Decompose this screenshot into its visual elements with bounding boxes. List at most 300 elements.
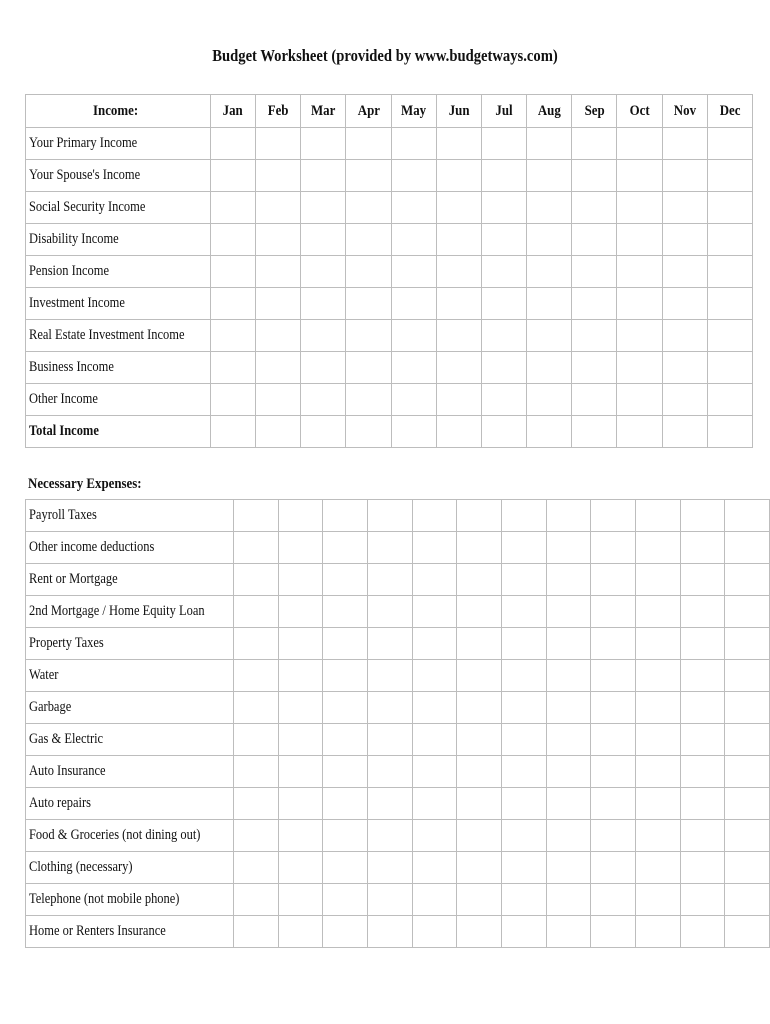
entry-cell-jul[interactable] — [502, 660, 547, 692]
entry-cell-dec[interactable] — [707, 352, 752, 384]
entry-cell-jul[interactable] — [502, 564, 547, 596]
entry-cell-may[interactable] — [412, 564, 457, 596]
entry-cell-nov[interactable] — [680, 628, 725, 660]
entry-cell-mar[interactable] — [301, 288, 346, 320]
entry-cell-may[interactable] — [412, 756, 457, 788]
entry-cell-jun[interactable] — [457, 820, 502, 852]
entry-cell-feb[interactable] — [255, 384, 300, 416]
entry-cell-nov[interactable] — [680, 564, 725, 596]
entry-cell-nov[interactable] — [680, 852, 725, 884]
entry-cell-may[interactable] — [391, 416, 436, 448]
entry-cell-nov[interactable] — [680, 724, 725, 756]
entry-cell-mar[interactable] — [323, 596, 368, 628]
entry-cell-jun[interactable] — [436, 416, 481, 448]
entry-cell-oct[interactable] — [617, 352, 662, 384]
entry-cell-aug[interactable] — [527, 416, 572, 448]
entry-cell-apr[interactable] — [368, 724, 413, 756]
entry-cell-may[interactable] — [412, 852, 457, 884]
entry-cell-oct[interactable] — [617, 192, 662, 224]
income-row-label: Your Spouse's Income — [26, 160, 211, 192]
entry-cell-jun[interactable] — [436, 160, 481, 192]
entry-cell-apr[interactable] — [368, 660, 413, 692]
entry-cell-jan[interactable] — [234, 596, 279, 628]
entry-cell-mar[interactable] — [323, 788, 368, 820]
entry-cell-nov[interactable] — [662, 160, 707, 192]
entry-cell-mar[interactable] — [301, 384, 346, 416]
entry-cell-jul[interactable] — [502, 916, 547, 948]
entry-cell-jan[interactable] — [234, 852, 279, 884]
entry-cell-feb[interactable] — [278, 884, 323, 916]
entry-cell-mar[interactable] — [323, 852, 368, 884]
entry-cell-jun[interactable] — [457, 788, 502, 820]
entry-cell-may[interactable] — [412, 660, 457, 692]
entry-cell-nov[interactable] — [662, 352, 707, 384]
entry-cell-nov[interactable] — [662, 288, 707, 320]
entry-cell-aug[interactable] — [527, 352, 572, 384]
entry-cell-jul[interactable] — [481, 288, 526, 320]
entry-cell-sep[interactable] — [591, 724, 636, 756]
entry-cell-apr[interactable] — [346, 352, 391, 384]
entry-cell-sep[interactable] — [591, 596, 636, 628]
entry-cell-dec[interactable] — [707, 160, 752, 192]
entry-cell-nov[interactable] — [680, 660, 725, 692]
entry-cell-dec[interactable] — [725, 916, 770, 948]
entry-cell-feb[interactable] — [278, 660, 323, 692]
entry-cell-apr[interactable] — [368, 852, 413, 884]
entry-cell-aug[interactable] — [527, 192, 572, 224]
entry-cell-sep[interactable] — [572, 384, 617, 416]
entry-cell-aug[interactable] — [527, 128, 572, 160]
entry-cell-nov[interactable] — [680, 596, 725, 628]
entry-cell-aug[interactable] — [546, 724, 591, 756]
entry-cell-oct[interactable] — [617, 288, 662, 320]
entry-cell-apr[interactable] — [368, 884, 413, 916]
entry-cell-apr[interactable] — [346, 288, 391, 320]
entry-cell-apr[interactable] — [368, 564, 413, 596]
entry-cell-nov[interactable] — [680, 756, 725, 788]
entry-cell-sep[interactable] — [572, 352, 617, 384]
entry-cell-mar[interactable] — [301, 416, 346, 448]
entry-cell-jun[interactable] — [457, 660, 502, 692]
entry-cell-jun[interactable] — [457, 916, 502, 948]
entry-cell-oct[interactable] — [635, 532, 680, 564]
entry-cell-dec[interactable] — [707, 192, 752, 224]
entry-cell-nov[interactable] — [662, 384, 707, 416]
entry-cell-jun[interactable] — [436, 352, 481, 384]
entry-cell-dec[interactable] — [725, 788, 770, 820]
entry-cell-may[interactable] — [412, 692, 457, 724]
entry-cell-oct[interactable] — [635, 692, 680, 724]
entry-cell-oct[interactable] — [635, 820, 680, 852]
entry-cell-dec[interactable] — [725, 628, 770, 660]
entry-cell-jul[interactable] — [481, 160, 526, 192]
entry-cell-mar[interactable] — [323, 564, 368, 596]
entry-cell-apr[interactable] — [346, 128, 391, 160]
entry-cell-jan[interactable] — [234, 500, 279, 532]
entry-cell-jan[interactable] — [210, 384, 255, 416]
entry-cell-jul[interactable] — [502, 500, 547, 532]
entry-cell-jun[interactable] — [436, 320, 481, 352]
entry-cell-aug[interactable] — [527, 224, 572, 256]
entry-cell-feb[interactable] — [278, 596, 323, 628]
entry-cell-feb[interactable] — [278, 628, 323, 660]
entry-cell-dec[interactable] — [725, 660, 770, 692]
entry-cell-jun[interactable] — [457, 724, 502, 756]
entry-cell-apr[interactable] — [346, 320, 391, 352]
entry-cell-jan[interactable] — [210, 128, 255, 160]
entry-cell-may[interactable] — [412, 916, 457, 948]
entry-cell-apr[interactable] — [368, 596, 413, 628]
entry-cell-feb[interactable] — [278, 532, 323, 564]
entry-cell-aug[interactable] — [546, 596, 591, 628]
entry-cell-dec[interactable] — [707, 128, 752, 160]
entry-cell-jan[interactable] — [210, 160, 255, 192]
entry-cell-jan[interactable] — [234, 756, 279, 788]
entry-cell-aug[interactable] — [546, 884, 591, 916]
entry-cell-oct[interactable] — [635, 628, 680, 660]
entry-cell-jun[interactable] — [457, 596, 502, 628]
entry-cell-jun[interactable] — [457, 756, 502, 788]
entry-cell-jan[interactable] — [234, 660, 279, 692]
entry-cell-mar[interactable] — [323, 500, 368, 532]
entry-cell-feb[interactable] — [255, 352, 300, 384]
entry-cell-sep[interactable] — [591, 788, 636, 820]
entry-cell-sep[interactable] — [591, 916, 636, 948]
entry-cell-apr[interactable] — [346, 192, 391, 224]
entry-cell-jan[interactable] — [210, 416, 255, 448]
entry-cell-sep[interactable] — [591, 884, 636, 916]
entry-cell-jun[interactable] — [436, 256, 481, 288]
entry-cell-feb[interactable] — [278, 820, 323, 852]
entry-cell-nov[interactable] — [662, 128, 707, 160]
entry-cell-oct[interactable] — [617, 224, 662, 256]
expense-row-label: Water — [26, 660, 234, 692]
entry-cell-sep[interactable] — [591, 756, 636, 788]
entry-cell-oct[interactable] — [617, 128, 662, 160]
entry-cell-aug[interactable] — [527, 320, 572, 352]
entry-cell-jan[interactable] — [234, 628, 279, 660]
entry-cell-jun[interactable] — [457, 500, 502, 532]
entry-cell-dec[interactable] — [725, 692, 770, 724]
entry-cell-may[interactable] — [391, 288, 436, 320]
entry-cell-oct[interactable] — [635, 596, 680, 628]
entry-cell-may[interactable] — [412, 628, 457, 660]
entry-cell-dec[interactable] — [725, 532, 770, 564]
entry-cell-oct[interactable] — [635, 756, 680, 788]
entry-cell-apr[interactable] — [368, 916, 413, 948]
entry-cell-aug[interactable] — [527, 160, 572, 192]
entry-cell-mar[interactable] — [323, 916, 368, 948]
entry-cell-oct[interactable] — [635, 500, 680, 532]
entry-cell-may[interactable] — [391, 192, 436, 224]
entry-cell-aug[interactable] — [546, 564, 591, 596]
entry-cell-jan[interactable] — [234, 916, 279, 948]
entry-cell-jul[interactable] — [502, 692, 547, 724]
entry-cell-mar[interactable] — [323, 628, 368, 660]
expenses-section-label: Necessary Expenses: — [28, 476, 142, 492]
entry-cell-aug[interactable] — [527, 288, 572, 320]
entry-cell-dec[interactable] — [725, 564, 770, 596]
entry-cell-mar[interactable] — [301, 224, 346, 256]
entry-cell-oct[interactable] — [617, 320, 662, 352]
entry-cell-jan[interactable] — [234, 724, 279, 756]
entry-cell-oct[interactable] — [617, 416, 662, 448]
entry-cell-aug[interactable] — [546, 820, 591, 852]
entry-cell-oct[interactable] — [617, 384, 662, 416]
entry-cell-mar[interactable] — [301, 256, 346, 288]
entry-cell-jun[interactable] — [457, 532, 502, 564]
entry-cell-mar[interactable] — [323, 756, 368, 788]
entry-cell-jan[interactable] — [210, 256, 255, 288]
expense-row — [26, 820, 770, 852]
entry-cell-jul[interactable] — [481, 352, 526, 384]
entry-cell-sep[interactable] — [572, 160, 617, 192]
expense-row-label: Food & Groceries (not dining out) — [26, 820, 234, 852]
entry-cell-nov[interactable] — [680, 500, 725, 532]
entry-cell-jul[interactable] — [481, 224, 526, 256]
entry-cell-oct[interactable] — [617, 160, 662, 192]
entry-cell-apr[interactable] — [368, 692, 413, 724]
income-table — [25, 94, 753, 448]
entry-cell-feb[interactable] — [278, 916, 323, 948]
entry-cell-may[interactable] — [412, 500, 457, 532]
entry-cell-dec[interactable] — [707, 416, 752, 448]
entry-cell-jul[interactable] — [502, 724, 547, 756]
entry-cell-jun[interactable] — [436, 192, 481, 224]
entry-cell-nov[interactable] — [662, 320, 707, 352]
entry-cell-sep[interactable] — [591, 852, 636, 884]
entry-cell-feb[interactable] — [278, 852, 323, 884]
entry-cell-jan[interactable] — [234, 692, 279, 724]
entry-cell-aug[interactable] — [546, 500, 591, 532]
entry-cell-jun[interactable] — [457, 692, 502, 724]
entry-cell-feb[interactable] — [278, 500, 323, 532]
entry-cell-oct[interactable] — [635, 724, 680, 756]
entry-cell-feb[interactable] — [255, 288, 300, 320]
entry-cell-feb[interactable] — [255, 320, 300, 352]
entry-cell-jul[interactable] — [502, 596, 547, 628]
entry-cell-apr[interactable] — [346, 160, 391, 192]
entry-cell-feb[interactable] — [255, 256, 300, 288]
income-row-label: Investment Income — [26, 288, 211, 320]
entry-cell-feb[interactable] — [278, 788, 323, 820]
entry-cell-apr[interactable] — [368, 628, 413, 660]
entry-cell-jul[interactable] — [481, 416, 526, 448]
expense-row-label: Auto repairs — [26, 788, 234, 820]
entry-cell-nov[interactable] — [662, 416, 707, 448]
entry-cell-sep[interactable] — [572, 192, 617, 224]
entry-cell-aug[interactable] — [546, 532, 591, 564]
entry-cell-jan[interactable] — [210, 352, 255, 384]
entry-cell-feb[interactable] — [278, 756, 323, 788]
entry-cell-sep[interactable] — [591, 564, 636, 596]
entry-cell-jan[interactable] — [210, 192, 255, 224]
entry-cell-may[interactable] — [412, 596, 457, 628]
entry-cell-apr[interactable] — [346, 416, 391, 448]
entry-cell-jun[interactable] — [457, 628, 502, 660]
entry-cell-sep[interactable] — [572, 416, 617, 448]
entry-cell-apr[interactable] — [368, 532, 413, 564]
entry-cell-jul[interactable] — [481, 320, 526, 352]
entry-cell-sep[interactable] — [572, 256, 617, 288]
entry-cell-dec[interactable] — [707, 224, 752, 256]
entry-cell-feb[interactable] — [255, 192, 300, 224]
entry-cell-may[interactable] — [391, 320, 436, 352]
entry-cell-jan[interactable] — [210, 288, 255, 320]
entry-cell-nov[interactable] — [680, 884, 725, 916]
entry-cell-mar[interactable] — [323, 820, 368, 852]
entry-cell-dec[interactable] — [725, 500, 770, 532]
entry-cell-jul[interactable] — [502, 884, 547, 916]
entry-cell-oct[interactable] — [635, 884, 680, 916]
entry-cell-oct[interactable] — [617, 256, 662, 288]
entry-cell-dec[interactable] — [707, 384, 752, 416]
entry-cell-apr[interactable] — [346, 256, 391, 288]
entry-cell-oct[interactable] — [635, 564, 680, 596]
entry-cell-dec[interactable] — [725, 820, 770, 852]
entry-cell-oct[interactable] — [635, 660, 680, 692]
entry-cell-jun[interactable] — [436, 384, 481, 416]
entry-cell-nov[interactable] — [662, 256, 707, 288]
entry-cell-jul[interactable] — [481, 256, 526, 288]
income-row-label: Your Primary Income — [26, 128, 211, 160]
entry-cell-jan[interactable] — [234, 820, 279, 852]
entry-cell-apr[interactable] — [368, 788, 413, 820]
entry-cell-oct[interactable] — [635, 916, 680, 948]
entry-cell-jul[interactable] — [481, 384, 526, 416]
entry-cell-jul[interactable] — [502, 852, 547, 884]
entry-cell-jun[interactable] — [457, 564, 502, 596]
entry-cell-nov[interactable] — [680, 820, 725, 852]
entry-cell-sep[interactable] — [591, 820, 636, 852]
entry-cell-apr[interactable] — [346, 224, 391, 256]
entry-cell-jul[interactable] — [502, 756, 547, 788]
entry-cell-jul[interactable] — [481, 192, 526, 224]
entry-cell-nov[interactable] — [680, 532, 725, 564]
entry-cell-jul[interactable] — [502, 532, 547, 564]
entry-cell-sep[interactable] — [572, 224, 617, 256]
entry-cell-oct[interactable] — [635, 852, 680, 884]
entry-cell-mar[interactable] — [301, 128, 346, 160]
entry-cell-jul[interactable] — [502, 820, 547, 852]
entry-cell-nov[interactable] — [662, 224, 707, 256]
entry-cell-sep[interactable] — [591, 500, 636, 532]
entry-cell-jul[interactable] — [502, 788, 547, 820]
entry-cell-oct[interactable] — [635, 788, 680, 820]
entry-cell-sep[interactable] — [572, 128, 617, 160]
entry-cell-may[interactable] — [391, 128, 436, 160]
entry-cell-may[interactable] — [391, 160, 436, 192]
entry-cell-may[interactable] — [412, 820, 457, 852]
entry-cell-aug[interactable] — [527, 256, 572, 288]
entry-cell-mar[interactable] — [301, 160, 346, 192]
entry-cell-aug[interactable] — [546, 852, 591, 884]
entry-cell-mar[interactable] — [301, 320, 346, 352]
entry-cell-aug[interactable] — [546, 788, 591, 820]
entry-cell-nov[interactable] — [680, 916, 725, 948]
entry-cell-jun[interactable] — [457, 884, 502, 916]
entry-cell-dec[interactable] — [725, 884, 770, 916]
entry-cell-feb[interactable] — [278, 692, 323, 724]
entry-cell-nov[interactable] — [662, 192, 707, 224]
entry-cell-jun[interactable] — [436, 224, 481, 256]
month-header-sep: Sep — [572, 95, 617, 128]
entry-cell-jan[interactable] — [210, 224, 255, 256]
entry-cell-dec[interactable] — [725, 756, 770, 788]
entry-cell-feb[interactable] — [278, 564, 323, 596]
entry-cell-sep[interactable] — [591, 692, 636, 724]
entry-cell-sep[interactable] — [572, 288, 617, 320]
entry-cell-aug[interactable] — [546, 756, 591, 788]
entry-cell-jan[interactable] — [234, 884, 279, 916]
entry-cell-aug[interactable] — [546, 660, 591, 692]
entry-cell-aug[interactable] — [546, 628, 591, 660]
entry-cell-jun[interactable] — [436, 128, 481, 160]
entry-cell-apr[interactable] — [368, 500, 413, 532]
entry-cell-nov[interactable] — [680, 692, 725, 724]
entry-cell-jul[interactable] — [481, 128, 526, 160]
entry-cell-mar[interactable] — [323, 884, 368, 916]
entry-cell-jan[interactable] — [234, 564, 279, 596]
entry-cell-may[interactable] — [412, 884, 457, 916]
entry-cell-apr[interactable] — [368, 756, 413, 788]
entry-cell-nov[interactable] — [680, 788, 725, 820]
entry-cell-mar[interactable] — [301, 352, 346, 384]
entry-cell-sep[interactable] — [591, 628, 636, 660]
entry-cell-dec[interactable] — [707, 288, 752, 320]
entry-cell-may[interactable] — [391, 224, 436, 256]
entry-cell-dec[interactable] — [725, 596, 770, 628]
entry-cell-mar[interactable] — [323, 532, 368, 564]
entry-cell-aug[interactable] — [546, 692, 591, 724]
entry-cell-feb[interactable] — [255, 128, 300, 160]
entry-cell-aug[interactable] — [546, 916, 591, 948]
entry-cell-sep[interactable] — [572, 320, 617, 352]
entry-cell-dec[interactable] — [725, 852, 770, 884]
entry-cell-may[interactable] — [391, 256, 436, 288]
entry-cell-apr[interactable] — [368, 820, 413, 852]
entry-cell-jan[interactable] — [210, 320, 255, 352]
entry-cell-may[interactable] — [391, 384, 436, 416]
entry-cell-may[interactable] — [412, 724, 457, 756]
entry-cell-may[interactable] — [391, 352, 436, 384]
entry-cell-jul[interactable] — [502, 628, 547, 660]
entry-cell-dec[interactable] — [707, 320, 752, 352]
entry-cell-may[interactable] — [412, 788, 457, 820]
entry-cell-feb[interactable] — [278, 724, 323, 756]
month-header-jan: Jan — [210, 95, 255, 128]
entry-cell-apr[interactable] — [346, 384, 391, 416]
expense-row-label: Auto Insurance — [26, 756, 234, 788]
entry-cell-sep[interactable] — [591, 532, 636, 564]
entry-cell-mar[interactable] — [323, 660, 368, 692]
entry-cell-dec[interactable] — [725, 724, 770, 756]
entry-cell-jun[interactable] — [436, 288, 481, 320]
entry-cell-feb[interactable] — [255, 224, 300, 256]
entry-cell-mar[interactable] — [323, 724, 368, 756]
entry-cell-sep[interactable] — [591, 660, 636, 692]
entry-cell-jan[interactable] — [234, 788, 279, 820]
entry-cell-may[interactable] — [412, 532, 457, 564]
entry-cell-jun[interactable] — [457, 852, 502, 884]
entry-cell-mar[interactable] — [323, 692, 368, 724]
entry-cell-jan[interactable] — [234, 532, 279, 564]
entry-cell-feb[interactable] — [255, 416, 300, 448]
entry-cell-aug[interactable] — [527, 384, 572, 416]
entry-cell-feb[interactable] — [255, 160, 300, 192]
entry-cell-mar[interactable] — [301, 192, 346, 224]
entry-cell-dec[interactable] — [707, 256, 752, 288]
